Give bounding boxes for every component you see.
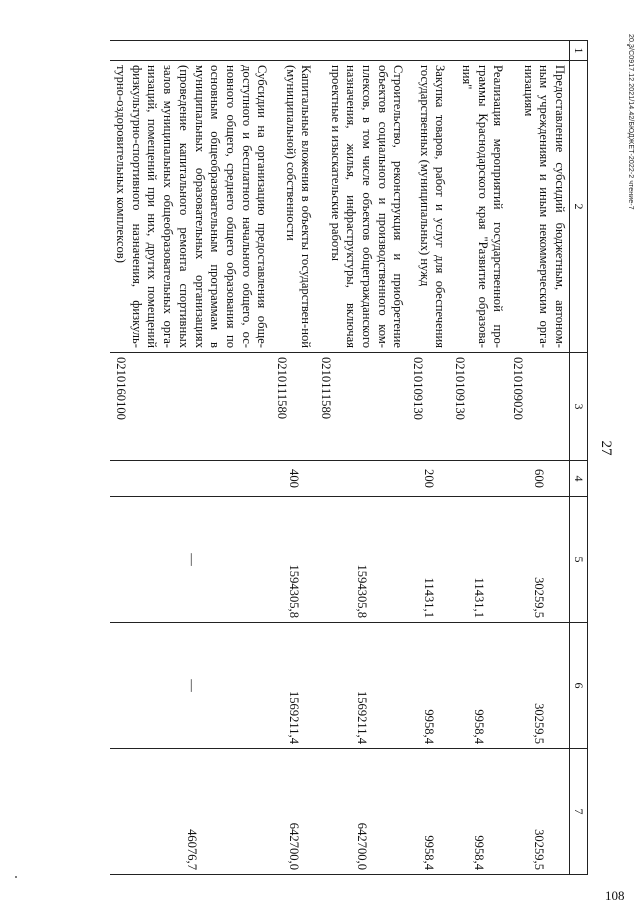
row-amount-7: 642700,0 (272, 749, 316, 875)
row-amount-6: 9958,4 (450, 623, 508, 749)
row-expense-type (110, 461, 271, 497)
row-amount-7: 642700,0 (316, 749, 408, 875)
row-number (272, 41, 316, 61)
row-expense-type (316, 461, 408, 497)
table-row (316, 41, 408, 875)
row-target-code: 0210109130 (450, 353, 508, 461)
table-row (110, 41, 271, 875)
header-col-5: 5 (570, 497, 588, 623)
row-amount-6: 1569211,4 (272, 623, 316, 749)
document-code: 20.3/С0917.12.2021/14.42/БЮДЖЕТ-2022-2 чтение-7 (627, 34, 634, 210)
row-number (316, 41, 408, 61)
row-target-code: 0210160100 (110, 353, 271, 461)
table-header-row (570, 41, 588, 875)
header-col-4: 4 (570, 461, 588, 497)
row-expense-type (450, 461, 508, 497)
row-number (110, 41, 271, 61)
row-description: Субсидии на организацию предоставления обще-доступного и бесплатного начального общего, ос-новного общего, среднего общего образования по основным общеобразовательным программам в муниципальных образовательных организациях (проведение капитального ремонта спортивных залов муниципальных общеобразовательных орга-низаций, помещений при них, других помещений физкультурно-спортивного назначения, физкуль-турно-оздоровительных комплексов) (110, 61, 271, 353)
header-col-6: 6 (570, 623, 588, 749)
header-col-7: 7 (570, 749, 588, 875)
row-amount-6: 1569211,4 (316, 623, 408, 749)
budget-table (110, 40, 588, 875)
row-expense-type: 200 (408, 461, 450, 497)
row-number (408, 41, 450, 61)
row-amount-6: 9958,4 (408, 623, 450, 749)
row-description: Реализация мероприятий государственной про-граммы Краснодарского края "Развитие образова-ния" (450, 61, 508, 353)
table-row (508, 41, 570, 875)
row-amount-5: 1594305,8 (316, 497, 408, 623)
row-amount-5: 30259,5 (508, 497, 570, 623)
row-number (450, 41, 508, 61)
table-row (408, 41, 450, 875)
row-target-code: 0210109130 (408, 353, 450, 461)
header-col-3: 3 (570, 353, 588, 461)
row-target-code: 0210109020 (508, 353, 570, 461)
row-amount-5: 11431,1 (408, 497, 450, 623)
table-row (272, 41, 316, 875)
table-row (450, 41, 508, 875)
row-amount-6: — (110, 623, 271, 749)
row-target-code: 0210111580 (316, 353, 408, 461)
row-amount-5: — (110, 497, 271, 623)
row-expense-type: 600 (508, 461, 570, 497)
row-amount-7: 9958,4 (408, 749, 450, 875)
row-amount-5: 1594305,8 (272, 497, 316, 623)
page-number: 108 (605, 888, 625, 903)
row-amount-5: 11431,1 (450, 497, 508, 623)
row-amount-6: 30259,5 (508, 623, 570, 749)
sheet-page-number: 27 (598, 440, 614, 456)
row-description: Капитальные вложения в объекты государствен-ной (муниципальной) собственности (272, 61, 316, 353)
row-description: Предоставление субсидий бюджетным, автоном-ным учреждениям и иным некоммерческим орга-низациям (508, 61, 570, 353)
row-expense-type: 400 (272, 461, 316, 497)
scan-speck (15, 876, 17, 878)
row-number (508, 41, 570, 61)
header-col-1: 1 (570, 41, 588, 61)
row-description: Закупка товаров, работ и услуг для обеспечения государственных (муниципальных) нужд (408, 61, 450, 353)
header-col-2: 2 (570, 61, 588, 353)
row-amount-7: 46076,7 (110, 749, 271, 875)
row-target-code: 0210111580 (272, 353, 316, 461)
row-description: Строительство, реконструкция и приобретение объектов социального и производственного ком-плексов, в том числе объектов общегражданского назначения, жилья, инфраструктуры, включая проектные и изыскательские работы (316, 61, 408, 353)
rotated-sheet (113, 18, 634, 878)
row-amount-7: 30259,5 (508, 749, 570, 875)
row-amount-7: 9958,4 (450, 749, 508, 875)
